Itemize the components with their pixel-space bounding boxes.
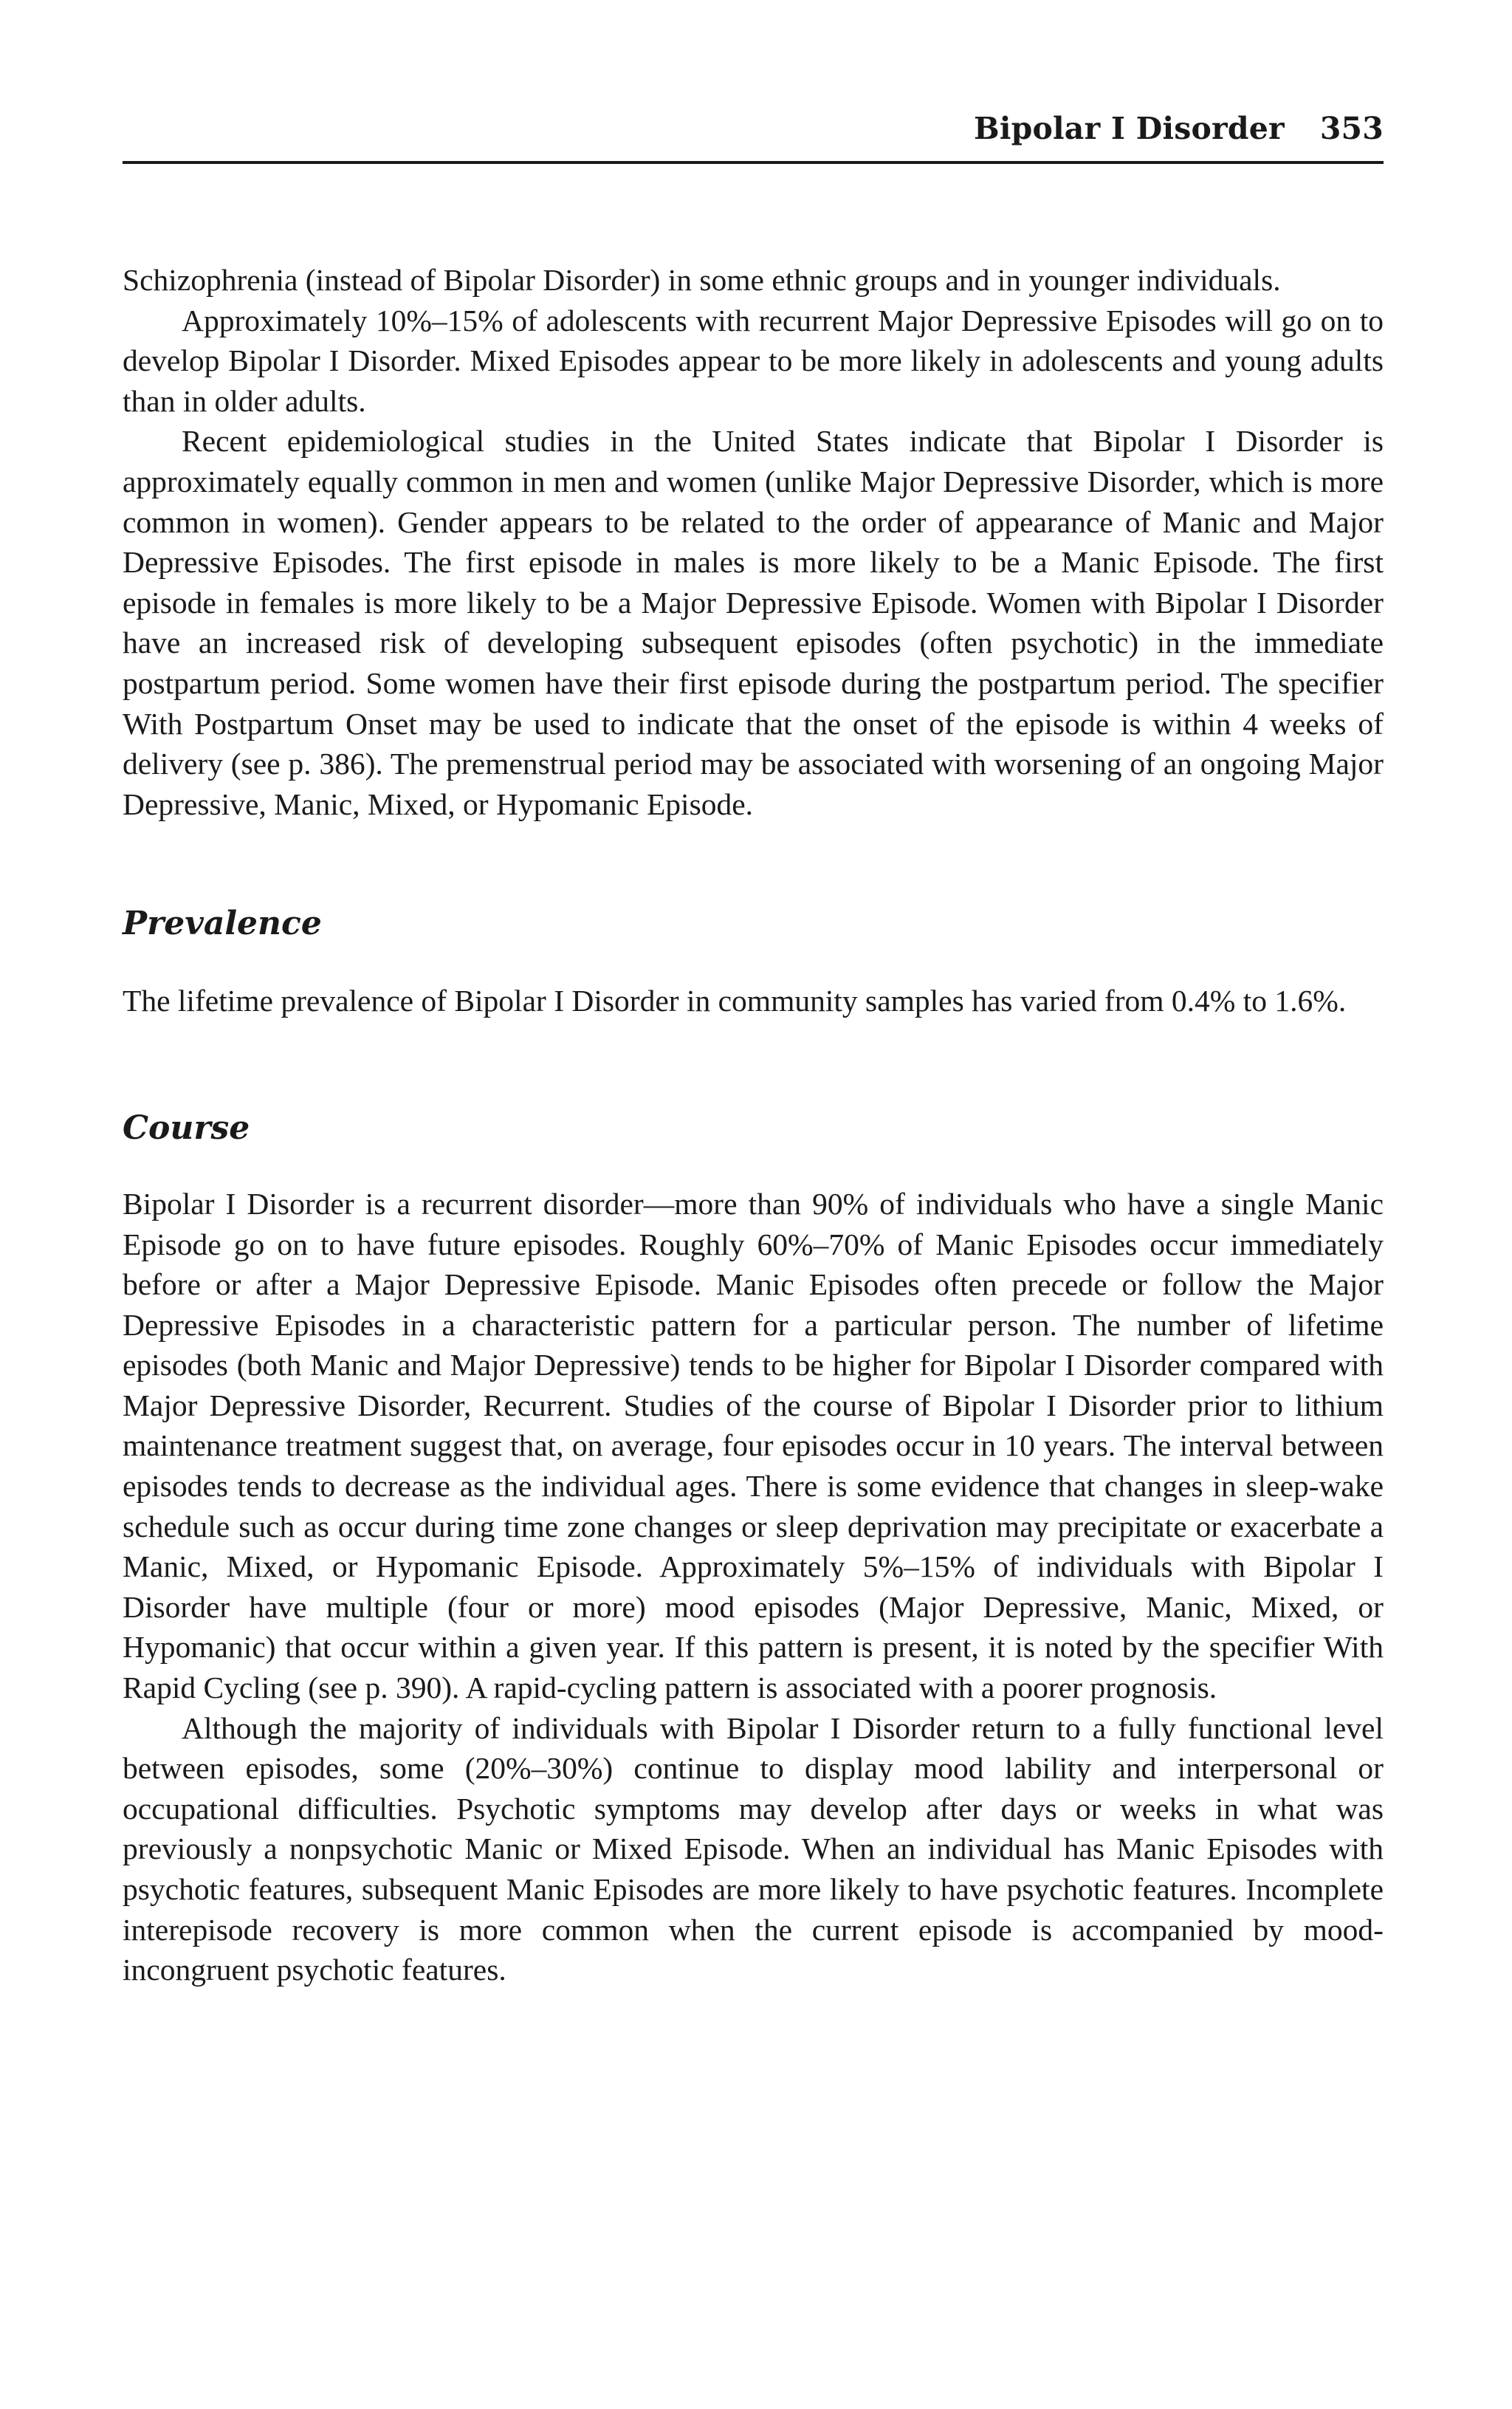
course-heading: Course bbox=[123, 1108, 250, 1147]
prevalence-heading: Prevalence bbox=[123, 905, 322, 943]
body-text bbox=[123, 260, 1384, 1990]
header-rule bbox=[123, 161, 1384, 164]
page-number: 353 bbox=[1319, 111, 1384, 146]
intro-paragraph-2: Approximately 10%–15% of adolescents with recurrent Major Depressive Episodes will go on to develop Bipolar I Disorder. Mixed Episodes appear to be more likely in adolescents and young adults than in older adults. bbox=[123, 303, 1384, 418]
book-page bbox=[123, 0, 1384, 2409]
course-paragraph-1: Bipolar I Disorder is a recurrent disorder—more than 90% of individuals who have a single Manic Episode go on to have future episodes. Roughly 60%–70% of Manic Episodes occur immediately before or after a Major Depressive Episode. Manic Episodes often precede or follow the Major Depressive Episodes in a characteristic pattern for a particular person. The number of lifetime episodes (both Manic and Major Depressive) tends to be higher for Bipolar I Disorder compared with Major Depressive Disorder, Recurrent. Studies of the course of Bipolar I Disorder prior to lithium maintenance treatment suggest that, on average, four episodes occur in 10 years. The interval between episodes tends to decrease as the individual ages. There is some evidence that changes in sleep-wake schedule such as occur during time zone changes or sleep deprivation may precipitate or exacerbate a Manic, Mixed, or Hypomanic Episode. Approximately 5%–15% of individuals with Bipolar I Disorder have multiple (four or more) mood episodes (Major Depressive, Manic, Mixed, or Hypomanic) that occur within a given year. If this pattern is present, it is noted by the specifier With Rapid Cycling (see p. 390). A rapid-cycling pattern is associated with a poorer prognosis. bbox=[123, 1186, 1384, 1705]
running-head-title: Bipolar I Disorder bbox=[973, 111, 1285, 146]
prevalence-paragraph: The lifetime prevalence of Bipolar I Disorder in community samples has varied from 0.4% to 1.6%. bbox=[123, 984, 1347, 1018]
course-paragraph-2: Although the majority of individuals with Bipolar I Disorder return to a fully functional level between episodes, some (20%–30%) continue to display mood lability and interpersonal or occupational difficulties. Psychotic symptoms may develop after days or weeks in what was previously a nonpsychotic Manic or Mixed Episode. When an individual has Manic Episodes with psychotic features, subsequent Manic Episodes are more likely to have psychotic features. Incomplete interepisode recovery is more common when the current episode is accompanied by mood-incongruent psychotic features. bbox=[123, 1710, 1384, 1987]
intro-paragraph-3: Recent epidemiological studies in the United States indicate that Bipolar I Disorder is approximately equally common in men and women (unlike Major Depressive Disorder, which is more common in women). Gender appears to be related to the order of appearance of Manic and Major Depressive Episodes. The first episode in males is more likely to be a Manic Episode. The first episode in females is more likely to be a Major Depressive Episode. Women with Bipolar I Disorder have an increased risk of developing subsequent episodes (often psychotic) in the immediate postpartum period. Some women have their first episode during the postpartum period. The specifier With Postpartum Onset may be used to indicate that the onset of the episode is within 4 weeks of delivery (see p. 386). The premenstrual period may be associated with worsening of an ongoing Major Depressive, Manic, Mixed, or Hypomanic Episode. bbox=[123, 424, 1384, 821]
intro-paragraph-1: Schizophrenia (instead of Bipolar Disorder) in some ethnic groups and in younger individuals. bbox=[123, 263, 1281, 297]
running-head bbox=[974, 111, 1384, 146]
